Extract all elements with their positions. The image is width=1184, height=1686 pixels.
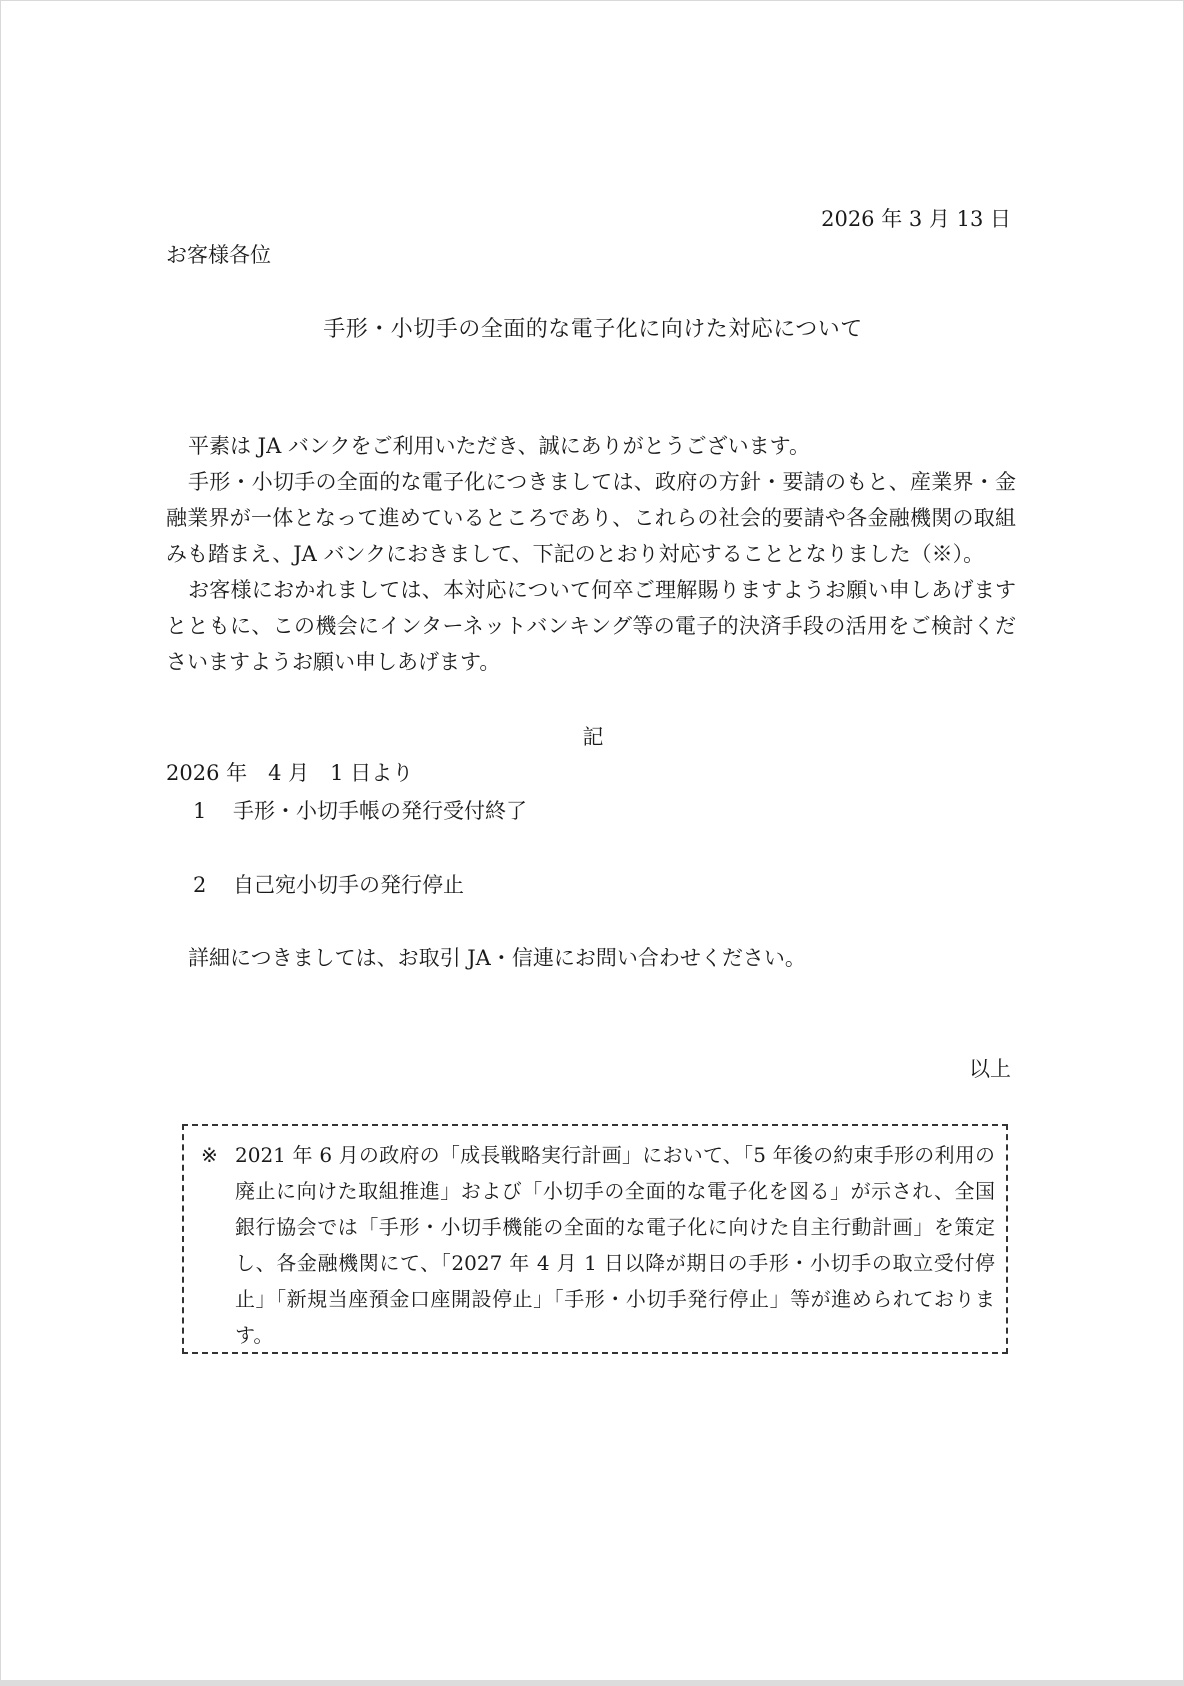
list-item — [193, 796, 527, 826]
list-item-text: 手形・小切手帳の発行受付終了 — [233, 799, 527, 823]
page-bottom-bar — [0, 1680, 1184, 1686]
list-item — [193, 870, 464, 900]
list-item-number: 1 — [193, 799, 207, 823]
announcement-paragraph: 手形・小切手の全面的な電子化につきましては、政府の方針・要請のもと、産業界・金融業界が一体となって進めているところであり、これらの社会的要請や各金融機関の取組みも踏まえ、JA バンクにおきまして、下記のとおり対応することとなりました（※）。 — [166, 470, 1016, 566]
contact-text: 詳細につきましては、お取引 JA・信連にお問い合わせください。 — [188, 946, 806, 970]
greeting-paragraph: 平素は JA バンクをご利用いただき、誠にありがとうございます。 — [188, 434, 810, 458]
recipient: お客様各位 — [166, 243, 271, 267]
closing-text: 以上 — [969, 1057, 1011, 1081]
footnote-mark: ※ — [201, 1143, 218, 1167]
body-text — [166, 428, 1016, 680]
list-item-number: 2 — [193, 873, 207, 897]
ki-heading: 記 — [582, 725, 604, 749]
request-paragraph: お客様におかれましては、本対応について何卒ご理解賜りますようお願い申しあげますとともに、この機会にインターネットバンキング等の電子的決済手段の活用をご検討くださいますようお願い申しあげます。 — [166, 578, 1016, 674]
footnote-text: 2021 年 6 月の政府の「成長戦略実行計画」において、「5 年後の約束手形の利用の廃止に向けた取組推進」および「小切手の全面的な電子化を図る」が示され、全国銀行協会では「手形・小切手機能の全面的な電子化に向けた自主行動計画」を策定し、各金融機関にて、「2027 年 4 月 1 日以降が期日の手形・小切手の取立受付停止」「新規当座預金口座開設停止」「手形・小切手発行停止」等が進められております。 — [235, 1143, 995, 1347]
list-item-text: 自己宛小切手の発行停止 — [233, 873, 464, 897]
document-title: 手形・小切手の全面的な電子化に向けた対応について — [323, 317, 863, 342]
effective-date: 2026 年 4 月 1 日より — [166, 761, 414, 785]
footnote-box — [182, 1124, 1008, 1354]
document-date: 2026 年 3 月 13 日 — [821, 207, 1011, 231]
